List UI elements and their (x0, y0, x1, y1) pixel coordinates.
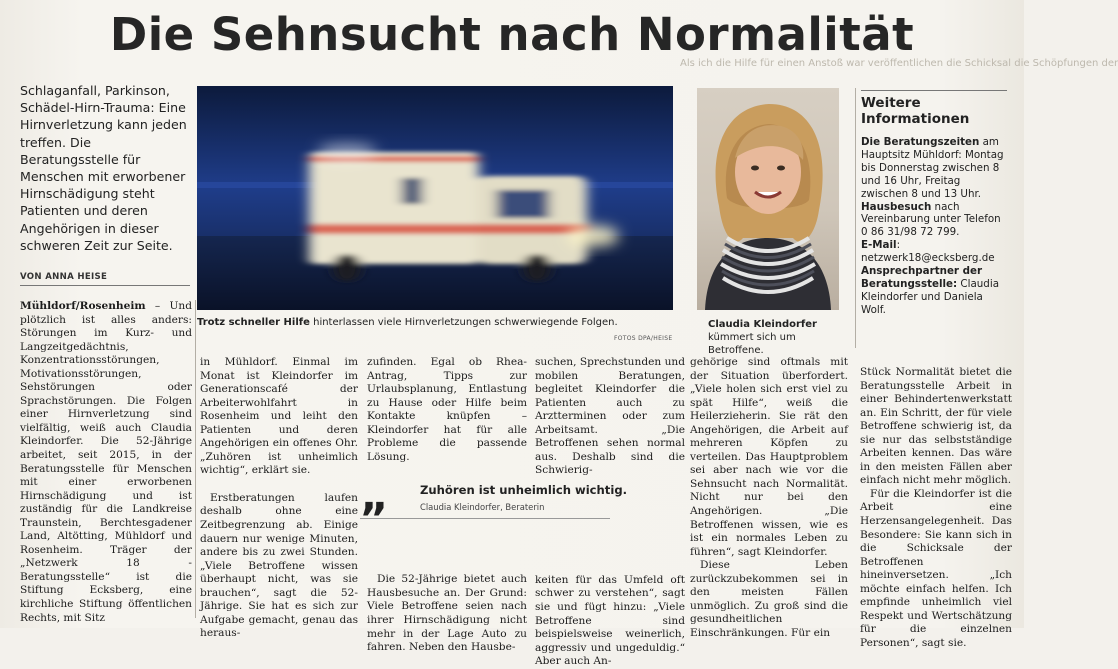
sidebar-hours-label: Die Beratungszeiten (861, 136, 980, 148)
sidebar-hours-text: am Hauptsitz Mühldorf: Montag bis Donnerstag zwischen 8 und 16 Uhr, Freitag zwischen 8 und 13 Uhr. (861, 136, 1004, 200)
body-paragraph: Für die Kleindorfer ist die Arbeit eine Herzensangelegenheit. Das Besondere: Sie kann sich in die Schicksale der Betroffenen hineinversetzen. „Ich möchte einfach helfen. Ich empfinde unheimlich viel Respekt und Wertschätzung für die einzelnen Personen“, sagt sie. (860, 487, 1012, 649)
main-photo-caption (197, 317, 673, 328)
column-divider (855, 88, 856, 348)
sidebar-contact-label: Ansprechpartner der Beratungsstelle: (861, 265, 983, 290)
body-paragraph: in Mühldorf. Einmal im Monat ist Kleindorfer im Generationscafé der Arbeiterwohlfahrt in Rosenheim und leiht den Patienten und deren Angehörigen ein offenes Ohr. „Zuhören ist unheimlich wichtig“, erklärt sie. (200, 356, 358, 477)
body-column-5 (690, 356, 848, 640)
lead-paragraph: Schlaganfall, Parkinson, Schädel-Hirn-Trauma: Eine Hirnverletzung kann jeden treffen. Die Beratungsstelle für Menschen mit erworbener Hirnschädigung steht Patienten und deren Angehörigen in dieser schweren Zeit zur Seite. (20, 83, 187, 253)
column-divider (195, 300, 196, 618)
sidebar-email-label: E-Mail (861, 239, 897, 252)
pull-quote-attribution: Claudia Kleindorfer, Beraterin (420, 502, 545, 512)
portrait-caption-bold: Claudia Kleindorfer (708, 319, 817, 330)
portrait-caption (708, 318, 842, 357)
portrait-photo (697, 88, 839, 310)
dateline: Mühldorf/Rosenheim (20, 300, 146, 312)
sidebar-hours (861, 136, 1007, 201)
pull-quote (360, 470, 628, 526)
body-text: – Und plötzlich ist alles anders: Störungen im Kurz- und Langzeitgedächtnis, Konzentrationsstörungen, Motivationsstörungen, Sehstörungen oder Sprachstörungen. Die Folgen einer Hirnverletzung sind vielfältig, weiß auch Claudia Kleindorfer. Die 52-Jährige arbeitet, seit 2015, in der Beratungsstelle für Menschen mit einer erworbenen Hirnschädigung und ist zuständig für die Landkreise Traunstein, Berchtesgadener Land, Altötting, Mühldorf und Rosenheim. Träger der „Netzwerk 18 - Beratungsstelle“ ist die Stiftung Ecksberg, eine kirchliche Stiftung öffentlichen Rechts, mit Sitz (20, 300, 192, 624)
body-column-6 (860, 366, 1012, 650)
ambulance-photo (197, 86, 673, 310)
pull-quote-text: Zuhören ist unheimlich wichtig. (420, 483, 628, 497)
photo-credit: FOTOS DPA/HEISE (614, 335, 673, 342)
body-paragraph: Erstberatungen laufen deshalb ohne eine Zeitbegrenzung ab. Einige dauern nur wenige Minuten, andere bis zu zwei Stunden. „Viele Betroffene wissen überhaupt nicht, was sie brauchen“, sagt die 52-Jährige. Sie hat es sich zur Aufgabe gemacht, genau das heraus- (200, 491, 358, 640)
body-paragraph: Stück Normalität bietet die Beratungsstelle Arbeit in einer Behindertenwerkstatt an. Ein Schritt, der für viele Betroffene schwierig ist, da sie nur das selbstständige Arbeiten kennen. Das wäre in den meisten Fällen aber einfach nicht mehr möglich. (860, 366, 1012, 487)
quote-mark-icon: „ (360, 470, 389, 521)
body-paragraph: gehörige sind oftmals mit der Situation überfordert. „Viele holen sich erst viel zu spät Hilfe“, weiß die Heilerzieherin. Sie rät den Angehörigen, die Arbeit auf mehreren Köpfen zu verteilen. Das Hauptproblem sei aber nach wie vor die Sehnsucht nach Normalität. Nicht nur bei den Angehörigen. „Die Betroffenen wissen, wie es ist ein normales Leben zu führen“, sagt Kleindorfer. (690, 356, 848, 558)
headline: Die Sehnsucht nach Normalität (109, 8, 915, 61)
sidebar-email (861, 239, 1007, 265)
body-paragraph (20, 300, 192, 625)
main-photo-caption-bold: Trotz schneller Hilfe (197, 317, 310, 328)
sidebar-rule (861, 90, 1007, 91)
sidebar-title: Weitere Informationen (861, 95, 970, 127)
sidebar-visit (861, 201, 1007, 240)
sidebar-visit-text: nach Vereinbarung unter Telefon 0 86 31/98 72 799. (861, 200, 1001, 239)
body-paragraph: Die 52-Jährige bietet auch Hausbesuche an. Der Grund: Viele Betroffene seien nach ihrer Hirnschädigung nicht mehr in der Lage Auto zu fahren. Neben den Hausbe- (367, 573, 527, 654)
body-paragraph: zufinden. Egal ob Rhea-Antrag, Tipps zur Urlaubsplanung, Entlastung zu Hause oder Hilfe beim Kontakte knüpfen – Kleindorfer hat für alle Probleme die passende Lösung. (367, 356, 527, 463)
woman-portrait-illustration (697, 88, 839, 310)
sidebar-email-text: : netzwerk18@ecksberg.de (861, 239, 995, 265)
info-sidebar (861, 90, 1007, 317)
body-paragraph: keiten für das Umfeld oft schwer zu verstehen“, sagt sie und fügt hinzu: „Viele Betroffene sind beispielsweise weinerlich, aggressiv und ungeduldig.“ Aber auch An- (535, 573, 685, 668)
sidebar-visit-label: Hausbesuch (861, 200, 932, 213)
body-column-2 (200, 356, 358, 641)
main-photo-caption-text: hinterlassen viele Hirnverletzungen schwerwiegende Folgen. (309, 317, 618, 328)
bleed-through-text: Als ich die Hilfe für einen Anstoß war veröffentlichen die Schicksal die Schöpfungen der (680, 58, 1118, 69)
sidebar-contact (861, 265, 1007, 317)
body-paragraph: Diese Leben zurückzubekommen sei in den meisten Fällen unmöglich. Zu groß sind die gesundheitlichen Einschränkungen. Für ein (690, 559, 848, 639)
pull-quote-rule (360, 518, 610, 519)
byline: VON ANNA HEISE (20, 272, 190, 286)
portrait-caption-text: kümmert sich um Betroffene. (708, 332, 796, 356)
body-paragraph: suchen, Sprechstunden und mobilen Beratungen, begleitet Kleindorfer die Patienten auch zu Arztterminen oder zum Arbeitsamt. „Die Betroffenen sehen normal aus. Deshalb sind die Schwierig- (535, 356, 685, 477)
body-column-1 (20, 300, 192, 625)
sidebar-contact-text: Claudia Kleindorfer und Daniela Wolf. (861, 277, 1000, 316)
ambulance-illustration (197, 86, 673, 310)
